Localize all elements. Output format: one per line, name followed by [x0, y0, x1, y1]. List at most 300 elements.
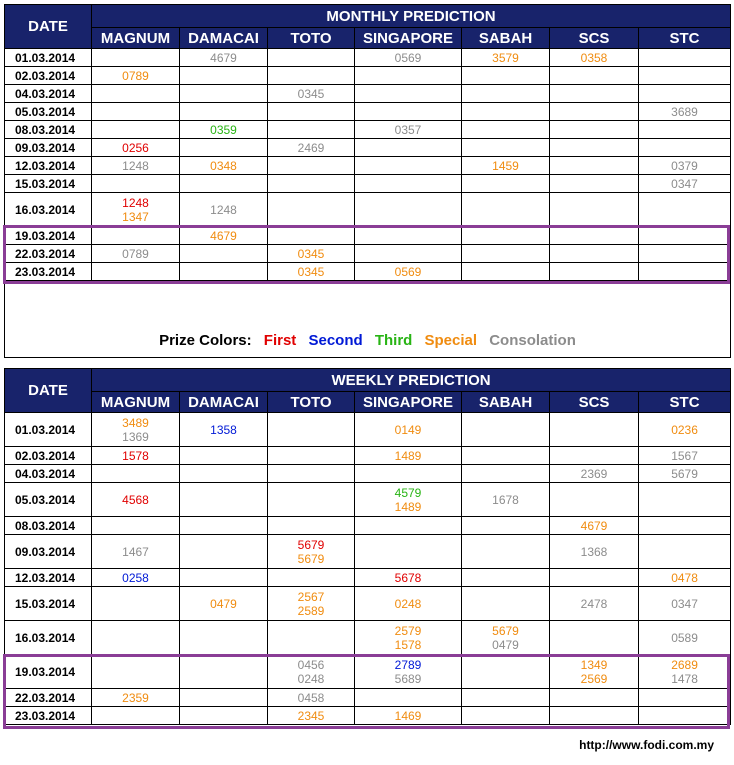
prediction-number: 4679 — [210, 228, 237, 243]
date-cell: 15.03.2014 — [5, 175, 92, 193]
prediction-number: 0589 — [671, 630, 698, 645]
table-row — [5, 263, 731, 281]
prediction-cell-damacai — [180, 413, 268, 447]
prediction-cell-sabah — [462, 245, 550, 263]
prediction-number: 1567 — [671, 448, 698, 463]
date-cell: 04.03.2014 — [5, 85, 92, 103]
prediction-cell-toto — [268, 447, 355, 465]
table-row — [5, 569, 731, 587]
prediction-number: 0458 — [297, 690, 325, 705]
prediction-cell-stc — [639, 263, 731, 281]
prediction-cell-stc — [639, 67, 731, 85]
prediction-cell-scs — [550, 103, 639, 121]
prediction-cell-sabah — [462, 413, 550, 447]
prediction-number: 2589 — [297, 603, 325, 618]
prediction-cell-scs — [550, 139, 639, 157]
prediction-number: 0345 — [297, 86, 325, 101]
prediction-number: 0248 — [394, 596, 422, 611]
prediction-cell-singapore — [355, 413, 462, 447]
prediction-cell-scs — [550, 67, 639, 85]
prediction-cell-damacai — [180, 569, 268, 587]
column-header-magnum: MAGNUM — [92, 392, 180, 413]
prediction-number: 0347 — [671, 176, 698, 191]
prediction-number: 2689 — [671, 657, 698, 672]
table-row — [5, 483, 731, 517]
prediction-cell-magnum — [92, 49, 180, 67]
prediction-cell-magnum — [92, 227, 180, 245]
prediction-number: 1489 — [394, 448, 422, 463]
prediction-cell-stc — [639, 587, 731, 621]
date-cell: 19.03.2014 — [5, 655, 92, 689]
prediction-cell-damacai — [180, 121, 268, 139]
prediction-cell-toto — [268, 655, 355, 689]
prediction-number: 5679 — [671, 466, 698, 481]
prediction-cell-magnum — [92, 263, 180, 281]
table-row — [5, 193, 731, 227]
prediction-cell-stc — [639, 103, 731, 121]
prediction-cell-stc — [639, 413, 731, 447]
column-header-damacai: DAMACAI — [180, 28, 268, 49]
prediction-number: 5678 — [394, 570, 422, 585]
prediction-cell-sabah — [462, 569, 550, 587]
prediction-cell-singapore — [355, 49, 462, 67]
prediction-number: 4679 — [210, 50, 237, 65]
legend-third: Third — [374, 332, 413, 349]
prediction-cell-damacai — [180, 139, 268, 157]
prediction-cell-magnum — [92, 689, 180, 707]
weekly-column-headers — [5, 392, 731, 413]
prediction-cell-damacai — [180, 85, 268, 103]
prediction-number: 2345 — [297, 708, 325, 723]
legend-special: Special — [424, 332, 478, 349]
prediction-number: 0357 — [394, 122, 422, 137]
prediction-cell-stc — [639, 535, 731, 569]
prediction-cell-stc — [639, 707, 731, 725]
date-cell: 08.03.2014 — [5, 121, 92, 139]
prediction-cell-magnum — [92, 465, 180, 483]
legend-second: Second — [308, 332, 363, 349]
table-row — [5, 621, 731, 655]
prediction-cell-toto — [268, 121, 355, 139]
table-row — [5, 157, 731, 175]
prediction-cell-singapore — [355, 621, 462, 655]
prediction-cell-stc — [639, 621, 731, 655]
date-header: DATE — [5, 369, 92, 413]
prediction-cell-stc — [639, 447, 731, 465]
prediction-number: 1248 — [210, 202, 237, 217]
date-cell: 16.03.2014 — [5, 193, 92, 227]
prediction-cell-toto — [268, 193, 355, 227]
prediction-cell-scs — [550, 621, 639, 655]
table-row — [5, 447, 731, 465]
prediction-number: 1347 — [122, 209, 149, 224]
table-row — [5, 49, 731, 67]
prediction-cell-singapore — [355, 175, 462, 193]
prediction-number: 5679 — [492, 623, 519, 638]
prediction-number: 1358 — [210, 422, 237, 437]
legend-row — [5, 281, 731, 358]
prediction-number: 0347 — [671, 596, 698, 611]
prediction-cell-magnum — [92, 121, 180, 139]
date-cell: 04.03.2014 — [5, 465, 92, 483]
prediction-cell-magnum — [92, 67, 180, 85]
prediction-number: 1467 — [122, 544, 149, 559]
table-row — [5, 465, 731, 483]
prediction-cell-magnum — [92, 175, 180, 193]
prediction-cell-stc — [639, 245, 731, 263]
prediction-cell-magnum — [92, 157, 180, 175]
table-row — [5, 227, 731, 245]
prediction-number: 1478 — [671, 671, 698, 686]
prediction-cell-damacai — [180, 193, 268, 227]
prediction-cell-toto — [268, 157, 355, 175]
column-header-toto: TOTO — [268, 28, 355, 49]
prediction-cell-magnum — [92, 103, 180, 121]
prediction-cell-singapore — [355, 655, 462, 689]
prediction-number: 1469 — [394, 708, 422, 723]
prediction-number: 1578 — [122, 448, 149, 463]
prediction-cell-stc — [639, 517, 731, 535]
prediction-cell-damacai — [180, 447, 268, 465]
prediction-cell-stc — [639, 139, 731, 157]
prediction-cell-scs — [550, 587, 639, 621]
table-row — [5, 413, 731, 447]
prediction-number: 2579 — [394, 623, 422, 638]
prediction-cell-sabah — [462, 175, 550, 193]
prediction-cell-magnum — [92, 139, 180, 157]
table-row — [5, 103, 731, 121]
prediction-cell-magnum — [92, 483, 180, 517]
prediction-number: 0345 — [297, 246, 325, 261]
date-cell: 15.03.2014 — [5, 587, 92, 621]
prediction-cell-stc — [639, 157, 731, 175]
prediction-cell-sabah — [462, 103, 550, 121]
prediction-cell-scs — [550, 483, 639, 517]
prediction-cell-scs — [550, 175, 639, 193]
prediction-cell-scs — [550, 193, 639, 227]
prediction-cell-singapore — [355, 707, 462, 725]
date-cell: 02.03.2014 — [5, 447, 92, 465]
prize-colors-legend — [5, 281, 731, 358]
prediction-cell-magnum — [92, 85, 180, 103]
prediction-number: 3689 — [671, 104, 698, 119]
prediction-cell-singapore — [355, 245, 462, 263]
column-header-stc: STC — [639, 392, 731, 413]
prediction-cell-damacai — [180, 49, 268, 67]
table-row — [5, 707, 731, 725]
prediction-cell-singapore — [355, 517, 462, 535]
prediction-cell-scs — [550, 263, 639, 281]
prediction-cell-damacai — [180, 245, 268, 263]
prediction-cell-scs — [550, 707, 639, 725]
monthly-body — [5, 49, 731, 281]
table-row — [5, 139, 731, 157]
prediction-cell-stc — [639, 85, 731, 103]
prediction-cell-stc — [639, 121, 731, 139]
prediction-cell-sabah — [462, 689, 550, 707]
prediction-number: 2478 — [580, 596, 608, 611]
prediction-number: 0479 — [210, 596, 237, 611]
prediction-number: 1489 — [394, 499, 422, 514]
prediction-cell-damacai — [180, 517, 268, 535]
prediction-cell-singapore — [355, 483, 462, 517]
prediction-cell-scs — [550, 569, 639, 587]
table-row — [5, 175, 731, 193]
prediction-cell-singapore — [355, 689, 462, 707]
prediction-cell-magnum — [92, 193, 180, 227]
date-cell: 22.03.2014 — [5, 245, 92, 263]
prediction-cell-sabah — [462, 483, 550, 517]
table-row — [5, 689, 731, 707]
prediction-cell-stc — [639, 193, 731, 227]
prediction-number: 0379 — [671, 158, 698, 173]
prediction-cell-toto — [268, 175, 355, 193]
footer-url[interactable]: http://www.fodi.com.my — [579, 738, 714, 752]
prediction-cell-sabah — [462, 121, 550, 139]
prediction-number: 5689 — [394, 671, 422, 686]
prediction-number: 1369 — [122, 429, 149, 444]
prediction-cell-toto — [268, 413, 355, 447]
prediction-cell-scs — [550, 465, 639, 483]
prediction-cell-sabah — [462, 49, 550, 67]
prediction-cell-sabah — [462, 227, 550, 245]
prediction-number: 2369 — [580, 466, 608, 481]
prediction-number: 0348 — [210, 158, 237, 173]
prediction-cell-toto — [268, 103, 355, 121]
column-header-damacai: DAMACAI — [180, 392, 268, 413]
prediction-cell-singapore — [355, 103, 462, 121]
prediction-cell-sabah — [462, 67, 550, 85]
prediction-cell-sabah — [462, 447, 550, 465]
prediction-cell-singapore — [355, 193, 462, 227]
prediction-cell-damacai — [180, 103, 268, 121]
prediction-cell-magnum — [92, 587, 180, 621]
prediction-cell-sabah — [462, 587, 550, 621]
prediction-cell-stc — [639, 655, 731, 689]
prediction-cell-toto — [268, 535, 355, 569]
prediction-number: 1248 — [122, 158, 149, 173]
date-cell: 22.03.2014 — [5, 689, 92, 707]
date-cell: 19.03.2014 — [5, 227, 92, 245]
prediction-number: 0358 — [580, 50, 608, 65]
prediction-cell-stc — [639, 175, 731, 193]
prediction-number: 2359 — [122, 690, 149, 705]
prediction-cell-stc — [639, 689, 731, 707]
prediction-cell-singapore — [355, 157, 462, 175]
prediction-cell-damacai — [180, 707, 268, 725]
prediction-cell-singapore — [355, 263, 462, 281]
prediction-cell-damacai — [180, 621, 268, 655]
prediction-cell-magnum — [92, 447, 180, 465]
prediction-cell-damacai — [180, 655, 268, 689]
prediction-cell-toto — [268, 587, 355, 621]
prediction-cell-magnum — [92, 517, 180, 535]
prediction-cell-sabah — [462, 157, 550, 175]
date-cell: 01.03.2014 — [5, 413, 92, 447]
prediction-cell-scs — [550, 85, 639, 103]
date-cell: 23.03.2014 — [5, 263, 92, 281]
prediction-cell-singapore — [355, 465, 462, 483]
table-row — [5, 535, 731, 569]
prediction-cell-scs — [550, 157, 639, 175]
prediction-number: 0569 — [394, 50, 422, 65]
prediction-number: 4568 — [122, 492, 149, 507]
prediction-number: 0478 — [671, 570, 698, 585]
table-row — [5, 67, 731, 85]
column-header-sabah: SABAH — [462, 392, 550, 413]
prediction-cell-damacai — [180, 227, 268, 245]
prediction-number: 1349 — [580, 657, 608, 672]
column-header-toto: TOTO — [268, 392, 355, 413]
table-row — [5, 587, 731, 621]
prediction-cell-sabah — [462, 193, 550, 227]
prediction-cell-damacai — [180, 263, 268, 281]
prediction-cell-magnum — [92, 535, 180, 569]
prediction-cell-toto — [268, 689, 355, 707]
prediction-cell-toto — [268, 67, 355, 85]
prediction-cell-singapore — [355, 121, 462, 139]
prediction-cell-toto — [268, 245, 355, 263]
prediction-number: 0236 — [671, 422, 698, 437]
prediction-cell-singapore — [355, 227, 462, 245]
date-header: DATE — [5, 5, 92, 49]
prediction-number: 3579 — [492, 50, 519, 65]
prediction-cell-scs — [550, 535, 639, 569]
monthly-column-headers — [5, 28, 731, 49]
prediction-cell-sabah — [462, 517, 550, 535]
prediction-cell-damacai — [180, 587, 268, 621]
date-cell: 09.03.2014 — [5, 535, 92, 569]
prediction-number: 0789 — [122, 246, 149, 261]
date-cell: 12.03.2014 — [5, 157, 92, 175]
prediction-number: 0569 — [394, 264, 422, 279]
prediction-cell-scs — [550, 227, 639, 245]
prediction-cell-scs — [550, 447, 639, 465]
prediction-number: 0258 — [122, 570, 149, 585]
prediction-number: 0149 — [394, 422, 422, 437]
prediction-cell-damacai — [180, 67, 268, 85]
table-row — [5, 655, 731, 689]
prediction-cell-magnum — [92, 655, 180, 689]
legend-first: First — [263, 332, 297, 349]
prediction-cell-damacai — [180, 689, 268, 707]
prediction-cell-magnum — [92, 621, 180, 655]
prediction-cell-damacai — [180, 465, 268, 483]
prediction-cell-singapore — [355, 85, 462, 103]
column-header-singapore: SINGAPORE — [355, 28, 462, 49]
prediction-number: 0256 — [122, 140, 149, 155]
prediction-cell-scs — [550, 655, 639, 689]
prediction-number: 0456 — [297, 657, 325, 672]
date-cell: 09.03.2014 — [5, 139, 92, 157]
prediction-cell-scs — [550, 413, 639, 447]
prediction-number: 2569 — [580, 671, 608, 686]
prediction-cell-toto — [268, 263, 355, 281]
prediction-cell-stc — [639, 483, 731, 517]
date-cell: 16.03.2014 — [5, 621, 92, 655]
table-row — [5, 245, 731, 263]
prediction-cell-scs — [550, 245, 639, 263]
prediction-number: 5679 — [297, 551, 325, 566]
weekly-title: WEEKLY PREDICTION — [92, 369, 731, 392]
prediction-cell-magnum — [92, 707, 180, 725]
prediction-number: 1678 — [492, 492, 519, 507]
prediction-cell-scs — [550, 121, 639, 139]
prediction-cell-toto — [268, 465, 355, 483]
date-cell: 12.03.2014 — [5, 569, 92, 587]
prediction-cell-magnum — [92, 245, 180, 263]
prediction-cell-toto — [268, 517, 355, 535]
prediction-cell-toto — [268, 85, 355, 103]
prediction-number: 1368 — [580, 544, 608, 559]
prediction-cell-singapore — [355, 569, 462, 587]
prediction-cell-stc — [639, 227, 731, 245]
date-cell: 05.03.2014 — [5, 483, 92, 517]
prediction-cell-sabah — [462, 621, 550, 655]
prediction-cell-singapore — [355, 535, 462, 569]
prediction-cell-toto — [268, 569, 355, 587]
prediction-cell-magnum — [92, 413, 180, 447]
prediction-number: 4679 — [580, 518, 608, 533]
prediction-cell-damacai — [180, 535, 268, 569]
prediction-cell-toto — [268, 49, 355, 67]
prediction-cell-scs — [550, 689, 639, 707]
prediction-number: 3489 — [122, 415, 149, 430]
prediction-cell-singapore — [355, 447, 462, 465]
prediction-cell-stc — [639, 465, 731, 483]
prediction-cell-toto — [268, 707, 355, 725]
prediction-cell-damacai — [180, 483, 268, 517]
date-cell: 02.03.2014 — [5, 67, 92, 85]
monthly-prediction-table — [4, 4, 731, 358]
prediction-cell-sabah — [462, 139, 550, 157]
date-cell: 08.03.2014 — [5, 517, 92, 535]
legend-label: Prize Colors: — [159, 332, 252, 349]
weekly-body — [5, 413, 731, 725]
prediction-cell-sabah — [462, 535, 550, 569]
prediction-cell-sabah — [462, 263, 550, 281]
prediction-number: 2469 — [297, 140, 325, 155]
prediction-cell-sabah — [462, 85, 550, 103]
prediction-cell-damacai — [180, 157, 268, 175]
prediction-cell-stc — [639, 569, 731, 587]
prediction-number: 0248 — [297, 671, 325, 686]
prediction-number: 0359 — [210, 122, 237, 137]
table-row — [5, 517, 731, 535]
prediction-number: 2567 — [297, 589, 325, 604]
prediction-cell-sabah — [462, 655, 550, 689]
prediction-number: 0479 — [492, 637, 519, 652]
prediction-cell-sabah — [462, 707, 550, 725]
prediction-cell-sabah — [462, 465, 550, 483]
date-cell: 05.03.2014 — [5, 103, 92, 121]
prediction-number: 4579 — [394, 485, 422, 500]
date-cell: 01.03.2014 — [5, 49, 92, 67]
column-header-scs: SCS — [550, 28, 639, 49]
column-header-sabah: SABAH — [462, 28, 550, 49]
prediction-number: 0789 — [122, 68, 149, 83]
prediction-number: 0345 — [297, 264, 325, 279]
prediction-cell-singapore — [355, 139, 462, 157]
prediction-cell-toto — [268, 621, 355, 655]
prediction-number: 1248 — [122, 195, 149, 210]
prediction-number: 5679 — [297, 537, 325, 552]
table-row — [5, 85, 731, 103]
prediction-cell-singapore — [355, 67, 462, 85]
prediction-number: 1459 — [492, 158, 519, 173]
table-row — [5, 121, 731, 139]
prediction-cell-singapore — [355, 587, 462, 621]
